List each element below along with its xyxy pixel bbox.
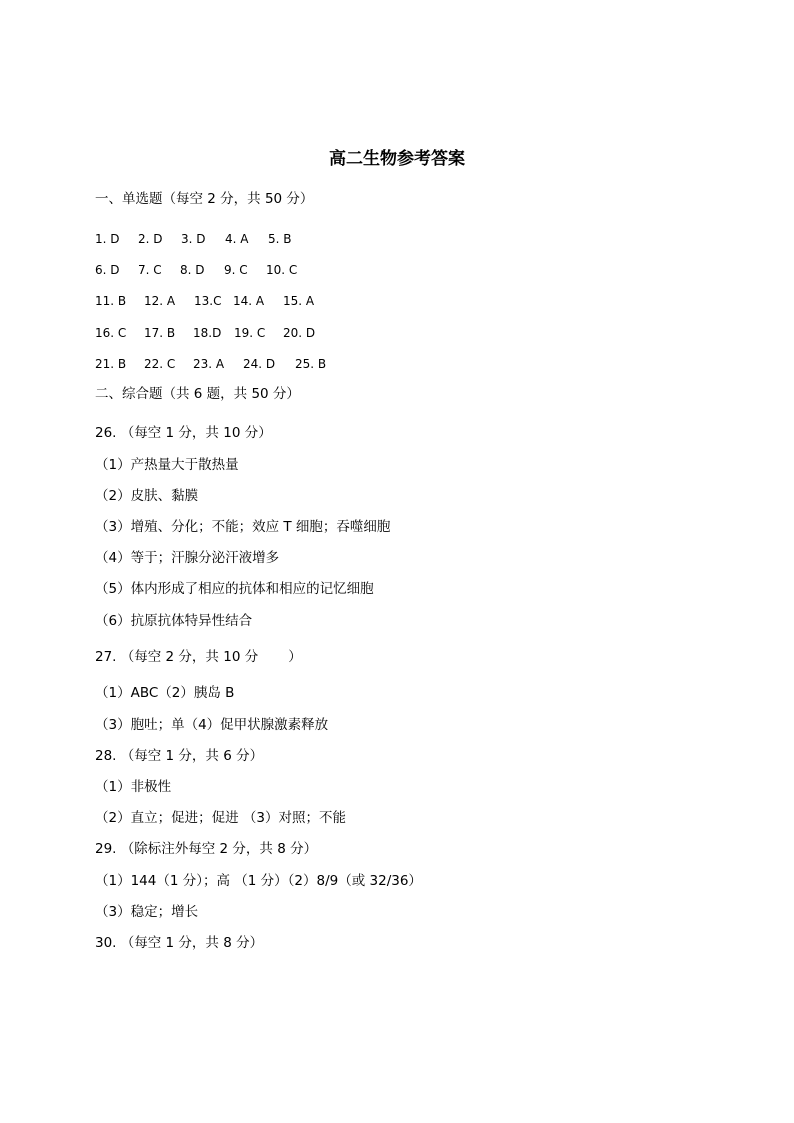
answer-item: 19. C <box>234 326 266 340</box>
answer-line: （6）抗原抗体特异性结合 <box>95 613 253 629</box>
answer-item: 17. B <box>144 326 176 340</box>
answer-item: 8. D <box>180 263 205 277</box>
answer-item: 3. D <box>181 232 206 246</box>
answer-item: 21. B <box>95 357 127 371</box>
answer-line: （2）皮肤、黏膜 <box>95 488 199 504</box>
question-heading: 27. （每空 2 分，共 10 分 ） <box>95 649 302 665</box>
section-heading-multiple-choice: 一、单选题（每空 2 分，共 50 分） <box>95 191 314 207</box>
answer-item: 1. D <box>95 232 120 246</box>
question-heading: 29. （除标注外每空 2 分，共 8 分） <box>95 841 318 857</box>
answer-item: 2. D <box>138 232 163 246</box>
answer-item: 7. C <box>138 263 162 277</box>
answer-line: （4）等于；汗腺分泌汗液增多 <box>95 550 280 566</box>
answer-item: 16. C <box>95 326 127 340</box>
answer-item: 23. A <box>193 357 225 371</box>
answer-line: （1）144（1 分）；高 （1 分）（2）8/9（或 32/36） <box>95 873 422 889</box>
question-heading: 26. （每空 1 分，共 10 分） <box>95 425 272 441</box>
section-heading-comprehensive: 二、综合题（共 6 题，共 50 分） <box>95 386 300 402</box>
answer-item: 15. A <box>283 294 315 308</box>
answer-item: 18.D <box>193 326 222 340</box>
answer-line: （5）体内形成了相应的抗体和相应的记忆细胞 <box>95 581 374 597</box>
answer-item: 24. D <box>243 357 276 371</box>
answer-line: （1）产热量大于散热量 <box>95 457 239 473</box>
answer-line: （2）直立；促进；促进 （3）对照；不能 <box>95 810 346 826</box>
answer-line: （1）ABC（2）胰岛 B <box>95 685 235 701</box>
answer-item: 12. A <box>144 294 176 308</box>
answer-item: 13.C <box>194 294 222 308</box>
answer-line: （3）增殖、分化；不能；效应 T 细胞；吞噬细胞 <box>95 519 391 535</box>
answer-item: 10. C <box>266 263 298 277</box>
answer-item: 14. A <box>233 294 265 308</box>
answer-item: 6. D <box>95 263 120 277</box>
answer-item: 4. A <box>225 232 249 246</box>
question-heading: 30. （每空 1 分，共 8 分） <box>95 935 264 951</box>
answer-line: （3）稳定；增长 <box>95 904 199 920</box>
answer-item: 22. C <box>144 357 176 371</box>
answer-item: 25. B <box>295 357 327 371</box>
answer-item: 20. D <box>283 326 316 340</box>
answer-item: 5. B <box>268 232 292 246</box>
answer-line: （3）胞吐；单（4）促甲状腺激素释放 <box>95 717 329 733</box>
page-title: 高二生物参考答案 <box>329 149 465 169</box>
question-heading: 28. （每空 1 分，共 6 分） <box>95 748 264 764</box>
answer-item: 9. C <box>224 263 248 277</box>
answer-line: （1）非极性 <box>95 779 172 795</box>
answer-item: 11. B <box>95 294 127 308</box>
